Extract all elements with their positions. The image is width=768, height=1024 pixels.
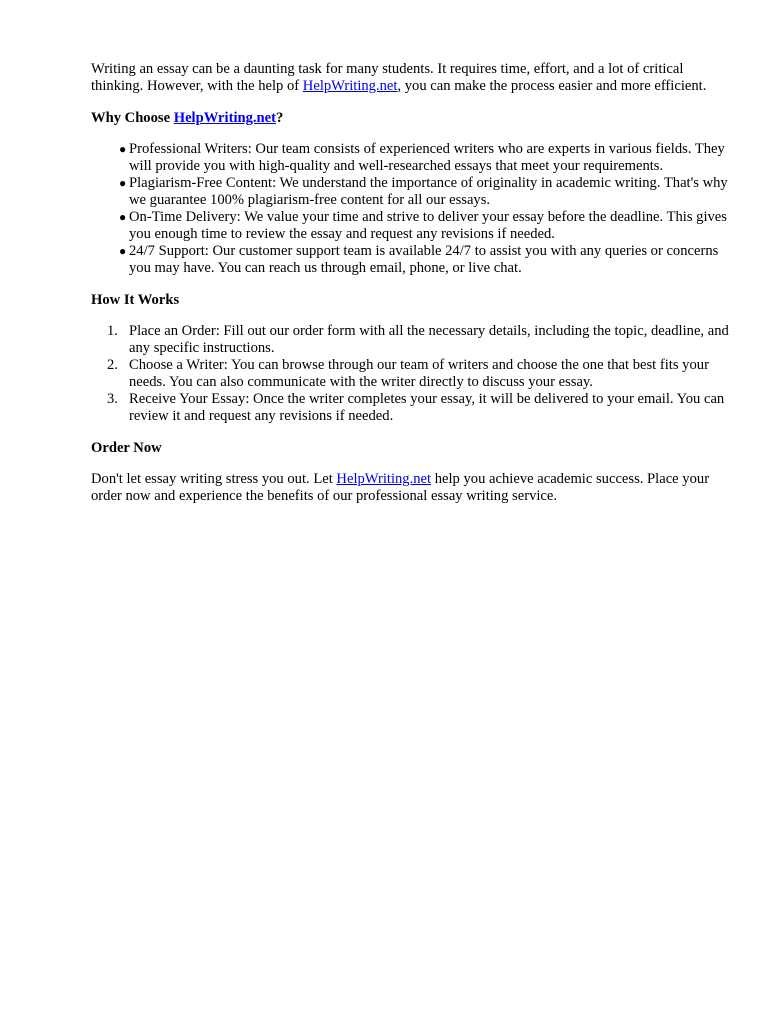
list-item	[107, 323, 731, 357]
list-item-text: Choose a Writer: You can browse through our team of writers and choose the one that best fits your needs. You can also communicate with the writer directly to discuss your essay.	[129, 357, 709, 390]
list-item	[119, 175, 731, 209]
how-it-works-list	[91, 323, 731, 425]
list-item-text: On-Time Delivery: We value your time and strive to deliver your essay before the deadline. This gives you enough time to review the essay and request any revisions if needed.	[129, 209, 727, 242]
order-paragraph	[91, 471, 731, 505]
step-number: 1.	[107, 323, 118, 339]
intro-text-before: Writing an essay can be a daunting task for many students. It requires time, effort, and a lot of critical thinking. However, with the help of	[91, 61, 684, 94]
list-item	[107, 391, 731, 425]
list-item	[119, 243, 731, 277]
step-number: 3.	[107, 391, 118, 407]
intro-paragraph	[91, 61, 731, 95]
why-heading-suffix: ?	[276, 110, 284, 126]
list-item-text: Place an Order: Fill out our order form with all the necessary details, including the topic, deadline, and any specific instructions.	[129, 323, 729, 356]
order-text-after: help you achieve academic success. Place your order now and experience the benefits of our professional essay writing service.	[91, 471, 710, 504]
bullet-icon: ●	[119, 176, 127, 190]
list-item-text: Receive Your Essay: Once the writer completes your essay, it will be delivered to your email. You can review it and request any revisions if needed.	[129, 391, 725, 424]
why-choose-heading	[91, 110, 731, 127]
bullet-icon: ●	[119, 142, 127, 156]
list-item-text: 24/7 Support: Our customer support team is available 24/7 to assist you with any queries or concerns you may have. You can reach us through email, phone, or live chat.	[129, 243, 719, 276]
bullet-icon: ●	[119, 210, 127, 224]
order-text-before: Don't let essay writing stress you out. Let	[91, 471, 337, 487]
helpwriting-link-intro[interactable]: HelpWriting.net	[302, 78, 398, 94]
helpwriting-link-heading[interactable]: HelpWriting.net	[173, 110, 277, 126]
list-item-text: Plagiarism-Free Content: We understand the importance of originality in academic writing. That's why we guarantee 100% plagiarism-free content for all our essays.	[129, 175, 728, 208]
bullet-icon: ●	[119, 244, 127, 258]
why-choose-list	[91, 141, 731, 277]
helpwriting-link-order[interactable]: HelpWriting.net	[336, 471, 432, 487]
order-now-heading: Order Now	[91, 440, 162, 456]
document-page	[91, 61, 731, 505]
intro-text-after: , you can make the process easier and more efficient.	[397, 78, 707, 94]
step-number: 2.	[107, 357, 118, 373]
list-item	[119, 209, 731, 243]
how-it-works-heading: How It Works	[91, 292, 180, 308]
list-item-text: Professional Writers: Our team consists of experienced writers who are experts in various fields. They will provide you with high-quality and well-researched essays that meet your requirements.	[129, 141, 725, 174]
list-item	[119, 141, 731, 175]
why-heading-prefix: Why Choose	[91, 110, 174, 126]
list-item	[107, 357, 731, 391]
